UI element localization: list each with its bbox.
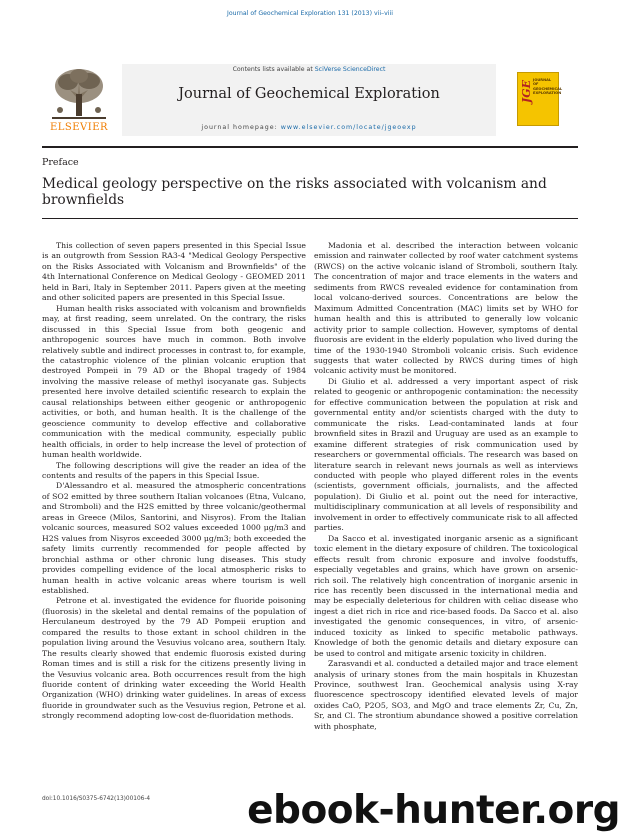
paragraph: Madonia et al. described the interaction between volcanic emission and rainwater collected by roof water catchment systems (RWCS) on the active volcanic island of Stromboli, southern Italy. The concentration of major and trace elements in the waters and sediments from RWCS revealed evidence for contamination from local volcano-derived sources. Concentrations are below the Maximum Admitted Concentration (MAC) limits set by WHO for human health and this is attributed to generally low volcanic activity prior to sample collection. However, symptoms of dental fluorosis are evident in the elderly population who lived during the time of the 1930-1940 Stromboli volcanic crisis. Such evidence suggests that water collected by RWCS during times of high volcanic activity must be monitored. [314,241,578,376]
paragraph: D'Alessandro et al. measured the atmospheric concentrations of SO2 emitted by three southern Italian volcanoes (Etna, Vulcano, and Stromboli) and the H2S emitted by three volcanic/geothermal areas in Greece (Milos, Santorini, and Nisyros). From the Italian volcanic sources, measured SO2 values exceeded 1000 μg/m3 and H2S values from Nisyros exceeded 3000 μg/m3; both exceeded the safety limits currently recommended for people affected by bronchial asthma or other chronic lung diseases. This study provides compelling evidence of the local atmospheric risks to human health in active volcanic areas where tourism is well established. [42,481,306,595]
paragraph: The following descriptions will give the reader an idea of the contents and results of the papers in this Special Issue. [42,460,306,480]
paragraph: This collection of seven papers presented in this Special Issue is an outgrowth from Session RA3-4 "Medical Geology Perspective on the Risks Associated with Volcanism and Brownfields" of the 4th International Conference on Medical Geology - GEOMED 2011 held in Bari, Italy in September 2011. Papers given at the meeting and other solicited papers are presented in this Special Issue. [42,241,306,303]
publisher-name: ELSEVIER [49,122,109,133]
journal-header [42,64,578,136]
contents-line [122,66,496,73]
journal-reference: Journal of Geochemical Exploration 131 (2013) vii–viii [227,10,393,17]
journal-homepage [122,124,496,131]
paragraph: Petrone et al. investigated the evidence for fluoride poisoning (fluorosis) in the skeletal and dental remains of the population of Herculaneum destroyed by the 79 AD Pompeii eruption and compared the results to those extant in school children in the population living around the Vesuvius volcano area, southern Italy. The results clearly showed that endemic fluorosis existed during Roman times and is still a risk for the citizens presently living in the Vesuvius volcanic area. Both occurrences result from the high fluoride content of drinking water exceeding the World Health Organization (WHO) drinking water guidelines. In areas of excess fluoride in groundwater such as the Vesuvius region, Petrone et al. strongly recommend adopting low-cost de-fluoridation methods. [42,596,306,721]
left-column [42,241,306,722]
paragraph: Di Giulio et al. addressed a very important aspect of risk related to geogenic or anthropogenic contamination: the necessity for effective communication between the population at risk and governmental entity and/or scientists charged with the duty to communicate the risks. Lead-contaminated lands at four brownfield sites in Brazil and Uruguay are used as an example to examine different strategies of risk communication used by researchers or governmental officials. The research was based on literature search in relevant news journals as well as interviews conducted with people who played different roles in the events (scientists, government officials, journalists, and the affected population). Di Giulio et al. point out the need for interactive, multidisciplinary communication at all levels of responsibility and involvement in order to effectively communicate risk to all affected parties. [314,376,578,533]
elsevier-tree-icon [42,64,116,122]
journal-cover-thumbnail [517,72,563,126]
header-band [122,64,496,136]
paragraph: Da Sacco et al. investigated inorganic arsenic as a significant toxic element in the dietary exposure of children. The toxicological effects result from chronic exposure and involve foodstuffs, especially vegetables and grains, which have grown on arsenic-rich soil. The relatively high concentration of inorganic arsenic in rice has recently been discussed in the international media and may be especially deleterious for children with celiac disease who ingest a diet rich in rice and rice-based foods. Da Sacco et al. also investigated the genomic consequences, in vitro, of arsenic-induced toxicity as linked to specific metabolic pathways. Knowledge of both the genomic details and dietary exposure can be used to control and mitigate arsenic toxicity in children. [314,533,578,658]
homepage-link[interactable]: www.elsevier.com/locate/jgeoexp [280,124,417,131]
header-rule [42,146,578,148]
contents-prefix: Contents lists available at [232,66,315,73]
article-title: Medical geology perspective on the risks associated with volcanism and brownfields [42,176,547,208]
title-rule [42,218,578,219]
cover-abbrev: JGE [520,80,533,103]
elsevier-logo [42,64,116,136]
cover-title: JOURNAL OF GEOCHEMICAL EXPLORATION [533,78,563,96]
journal-title: Journal of Geochemical Exploration [178,86,440,102]
homepage-prefix: journal homepage: [201,124,281,131]
section-label: Preface [42,157,79,168]
doi[interactable]: doi:10.1016/S0375-6742(13)00106-4 [42,796,151,802]
paragraph: Zarasvandi et al. conducted a detailed major and trace element analysis of urinary stones from the main hospitals in Khuzestan Province, southwest Iran. Geochemical analysis using X-ray fluorescence spectroscopy identified elevated levels of major oxides CaO, P2O5, SO3, and MgO and trace elements Zr, Cu, Zn, Sr, and Cl. The strontium abundance showed a positive correlation with phosphate, [314,659,578,731]
watermark: ebook-hunter.org [247,788,620,833]
sciencedirect-link[interactable]: SciVerse ScienceDirect [314,66,386,73]
paragraph: Human health risks associated with volcanism and brownfields may, at first reading, seem unrelated. On the contrary, the risks discussed in this Special Issue from both geogenic and anthropogenic sources have much in common. Both involve relatively subtle and indirect processes in contrast to, for example, the catastrophic violence of the plinian volcanic eruption that destroyed Pompeii in 79 AD or the Bhopal tragedy of 1984 involving the massive release of methyl isocyanate gas. Subjects presented here involve detailed scientific research to explain the causal relationships between either geogenic or anthropogenic activities, or both, and human health. It is the challenge of the geoscience community to develop effective and collaborative communication with the medical community, especially public health officials, in order to help increase the level of protection of human health worldwide. [42,303,306,460]
right-column [314,241,578,732]
